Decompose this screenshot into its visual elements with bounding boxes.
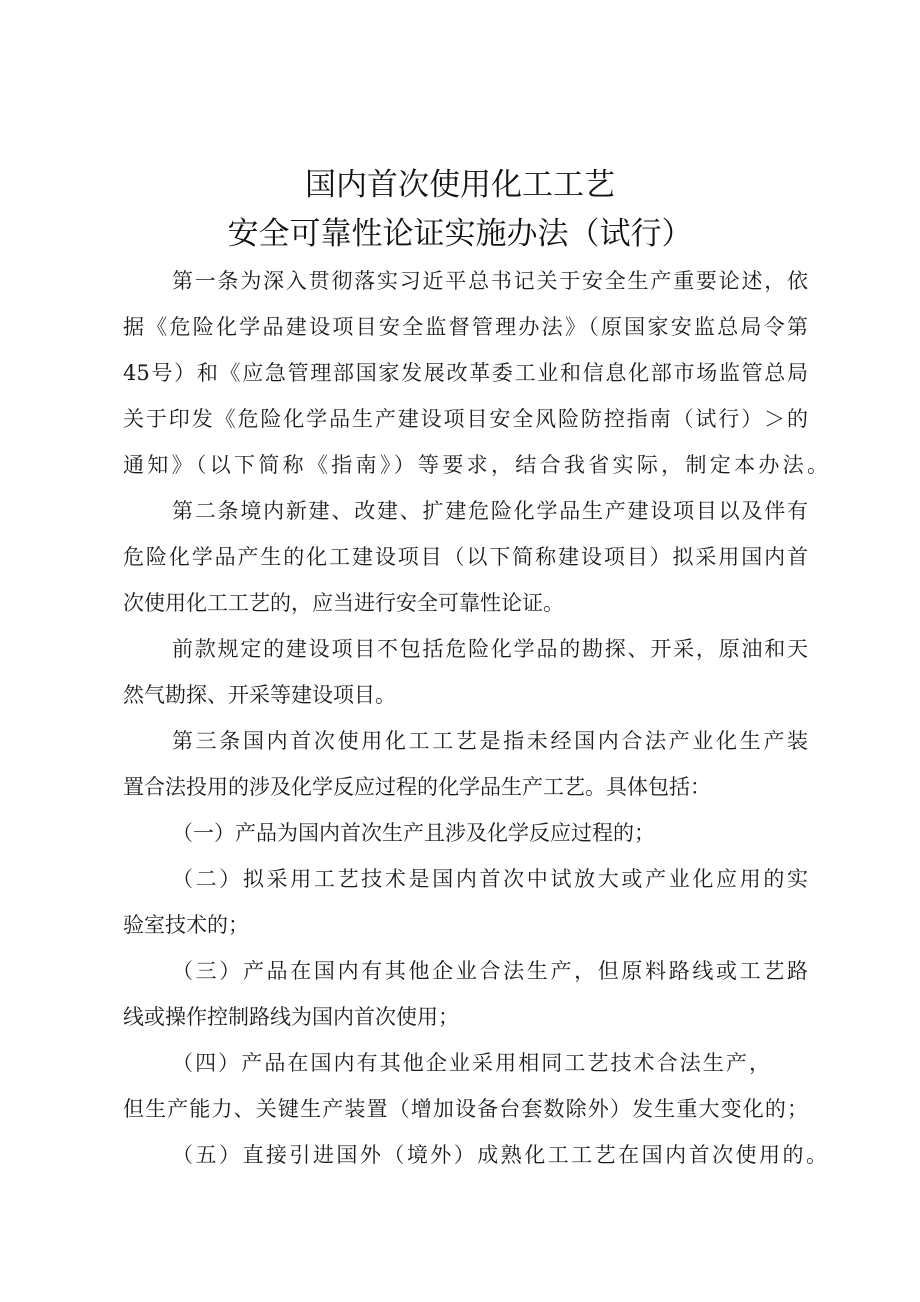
article-1-line-1: 第一条为深入贯彻落实习近平总书记关于安全生产重要论述，依 [172,269,808,293]
document-title-line-2: 安全可靠性论证实施办法（试行） [227,216,693,252]
article-3-line-2: 置合法投用的涉及化学反应过程的化学品生产工艺。具体包括： [123,775,711,799]
article-2-line-1: 第二条境内新建、改建、扩建危险化学品生产建设项目以及伴有 [172,499,808,523]
item-2-line-2: 验室技术的； [123,913,249,937]
article-2-line-2: 危险化学品产生的化工建设项目（以下简称建设项目）拟采用国内首 [123,545,808,569]
article-1-line-4: 关于印发《危险化学品生产建设项目安全风险防控指南（试行）＞的 [123,407,808,431]
paragraph-3-line-2: 然气勘探、开采等建设项目。 [123,683,396,707]
article-2-line-3: 次使用化工工艺的，应当进行安全可靠性论证。 [123,591,564,615]
item-1-line-1: （一）产品为国内首次生产且涉及化学反应过程的； [172,821,655,845]
article-1-line-2: 据《危险化学品建设项目安全监督管理办法》（原国家安监总局令第 [123,315,808,339]
item-3-line-1: （三）产品在国内有其他企业合法生产，但原料路线或工艺路 [172,959,808,983]
article-1-line-3: 45号）和《应急管理部国家发展改革委工业和信息化部市场监管总局 [123,361,808,385]
article-3-line-1: 第三条国内首次使用化工工艺是指未经国内合法产业化生产装 [172,729,808,753]
item-3-line-2: 线或操作控制路线为国内首次使用； [123,1005,459,1029]
paragraph-3-line-1: 前款规定的建设项目不包括危险化学品的勘探、开采，原油和天 [172,637,808,661]
item-4-line-1: （四）产品在国内有其他企业采用相同工艺技术合法生产， [172,1051,770,1075]
item-2-line-1: （二）拟采用工艺技术是国内首次中试放大或产业化应用的实 [172,867,808,891]
item-5-line-1: （五）直接引进国外（境外）成熟化工工艺在国内首次使用的。 [172,1143,827,1167]
document-title-line-1: 国内首次使用化工工艺 [305,167,615,203]
article-1-line-5: 通知》（以下简称《指南》）等要求，结合我省实际，制定本办法。 [123,453,828,477]
item-4-line-2: 但生产能力、关键生产装置（增加设备台套数除外）发生重大变化的； [123,1097,808,1121]
